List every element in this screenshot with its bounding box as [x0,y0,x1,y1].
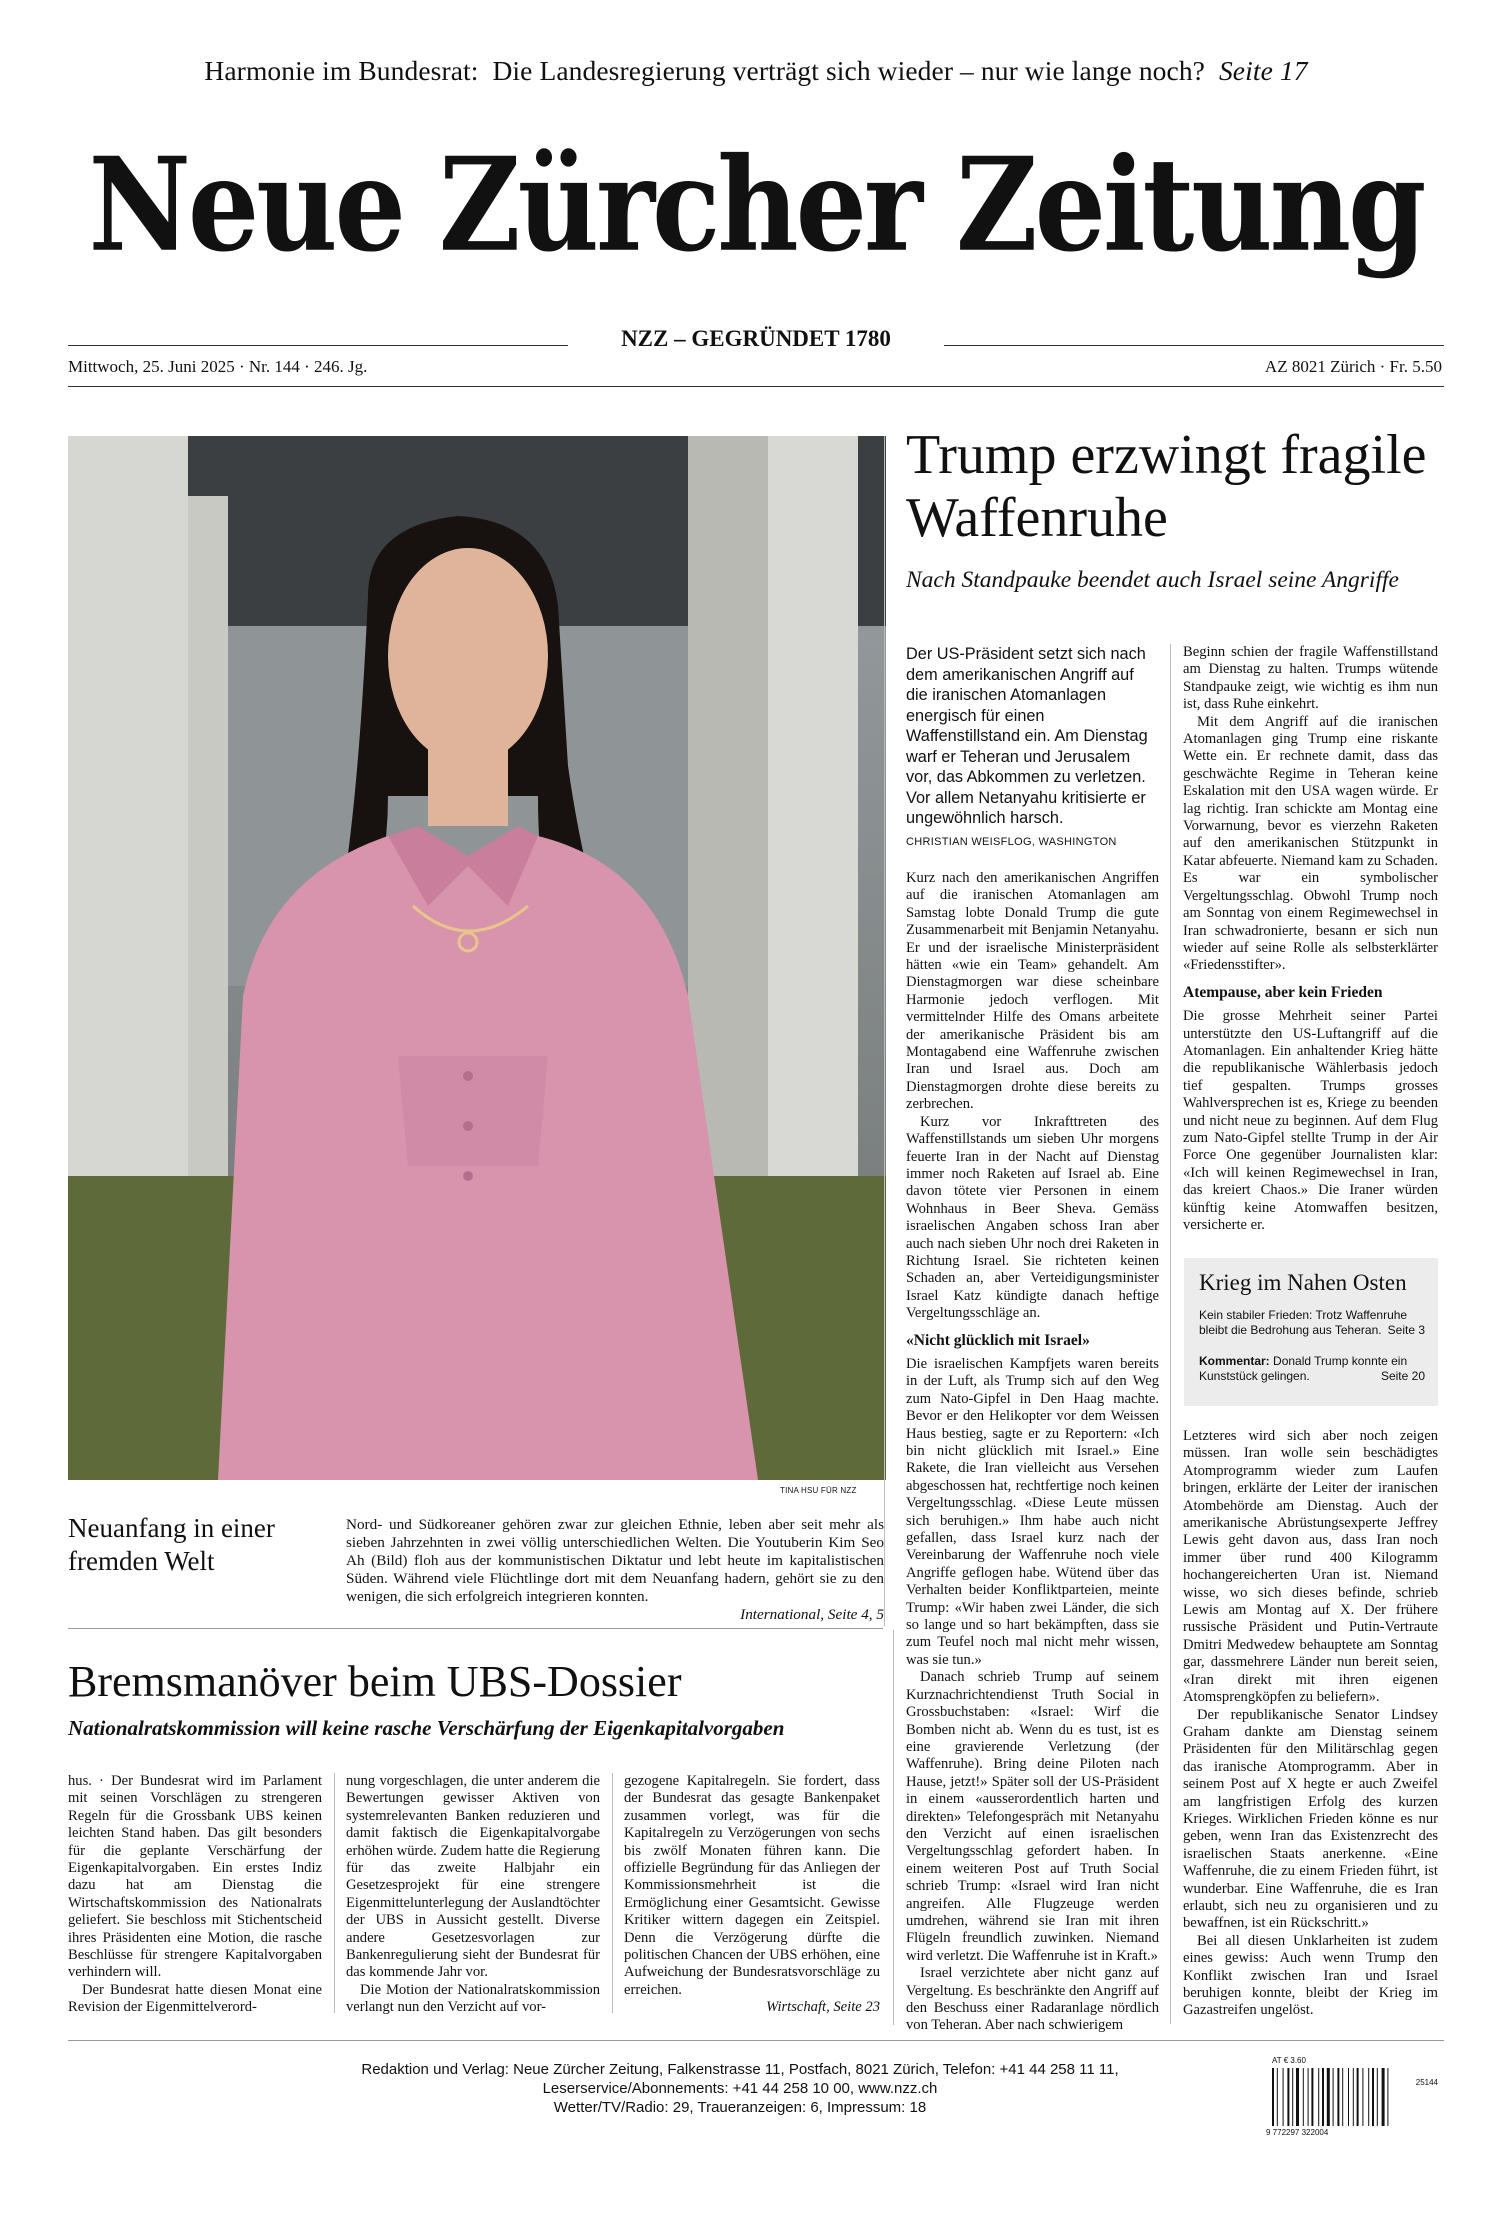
sidebox-item-page: Seite 20 [1380,1368,1425,1383]
footer-line: Leserservice/Abonnements: +41 44 258 10 00, www.nzz.ch [542,2080,938,2097]
barcode-bar [1311,2068,1313,2126]
photo-credit: TINA HSU FÜR NZZ [780,1486,857,1495]
top-teaser[interactable] [0,55,1512,87]
sidebox-title: Krieg im Nahen Osten [1199,1270,1407,1295]
lead-headline[interactable]: Trump erzwingt fragile Waffenruhe [906,424,1427,549]
sidebox-item-text: Kein stabiler Frieden: Trotz Waffenruhe bleibt die Bedrohung aus Teheran. [1199,1308,1408,1337]
barcode-bar [1362,2068,1363,2126]
barcode-bar [1368,2068,1369,2126]
lead-summary: Der US-Präsident setzt sich nach dem amerikanischen Angriff auf die iranischen Atomanlagen energisch für einen Waffenstillstand ein. Am Dienstag warf er Teheran und Jerusalem vor, das Abkommen zu verletzen. Vor allem Netanyahu kritisierte er ungewöhnlich harsch. [906,645,1148,827]
second-column-2 [346,1773,600,2017]
paragraph: Kurz nach den amerikanischen Angriffen auf die iranischen Atomanlagen am Samstag lobte Donald Trump die gute Zusammenarbeit mit Benjamin Netanyahu. Er und der israelische Ministerpräsident hätten «wie ein Team» gehandelt. Am Dienstagmorgen war diese scheinbare Harmonie jedoch verflogen. Mit vermittelnder Hilfe des Omans arbeitete der amerikanische Präsident bis am Montagabend eine Waffenruhe zwischen Iran und Israel aus. Doch am Dienstagmorgen drohte diese bereits zu zerbrechen. [906,870,1159,1113]
lead-photo[interactable] [68,436,886,1480]
barcode-bar [1348,2068,1349,2126]
footer-line: Wetter/TV/Radio: 29, Traueranzeigen: 6, Impressum: 18 [553,2099,927,2116]
lead-column-3 [1183,1428,1438,2020]
photo-caption-ref[interactable]: International, Seite 4, 5 [740,1606,884,1623]
lead-column-1 [906,870,1159,2035]
photo-caption-title: Neuanfang in einer fremden Welt [68,1513,275,1576]
barcode-bar [1337,2068,1339,2126]
teaser-text: Die Landesregierung verträgt sich wieder – nur wie lange noch? [492,55,1205,86]
masthead-rule-right [944,345,1444,346]
barcode-bar [1303,2068,1304,2126]
barcode-price: AT € 3.60 [1272,2056,1306,2065]
paragraph: Die Motion der Nationalratskommission verlangt nun den Verzicht auf vor- [346,1981,600,2016]
paragraph: Kurz vor Inkrafttreten des Waffenstillstands um sieben Uhr morgens feuerte Iran in der Nacht auf Dienstag immer noch Raketen auf Israel ab. Eine davon tötete vier Personen in einem Wohnhaus in Beer Sheva. Gemäss israelischen Angaben schoss Iran aber auch nach sieben Uhr noch drei Raketen in Richtung Israel. Sie richteten keinen Schaden an, aber Verteidigungsminister Israel Katz kündigte danach heftige Vergeltungsschläge an. [906,1113,1159,1322]
barcode-bar [1277,2068,1278,2126]
byline: CHRISTIAN WEISFLOG, WASHINGTON [906,836,1117,848]
paragraph: Die israelischen Kampfjets waren bereits in der Luft, als Trump sich auf den Weg zum Nato-Gipfel in Den Haag machte. Bevor er den Helikopter vor dem Weissen Haus bestieg, sagte er zu Reportern: «Ich bin nicht glücklich mit Israel.» Eine Rakete, die Iran vielleicht aus Versehen abgeschossen hat, rechtfertige noch keinen Vergeltungsschlag. «Diese Leute müssen sich beruhigen.» Ihm habe auch nicht gefallen, dass Israel kurz nach der Vereinbarung der Waffenruhe noch viele Angriffe geflogen habe. Wütend über das Verhalten beider Konfliktparteien, meinte Trump: «Wir haben zwei Länder, die sich so lange und so hart bekämpften, dass sie zum Teufel noch mal nicht mehr wissen, was sie tun.» [906,1355,1159,1668]
teaser-page: Seite 17 [1218,55,1308,86]
paragraph: Die grosse Mehrheit seiner Partei unterstützte den US-Luftangriff auf die Atomanlagen. Ein anhaltender Krieg hätte die republikanische Wählerbasis jedoch tief gespalten. Trumps grosses Wahlversprechen ist es, Kriege zu beenden und nicht neue zu beginnen. Auf dem Flug zum Nato-Gipfel stellte Trump in der Air Force One gegenüber Journalisten klar: «Ich will keinen Regimewechsel in Iran, das kreiert Chaos.» Die Iraner würden künftig keine Atomwaffen besitzen, versicherte er. [1183,1008,1438,1233]
paragraph: hus. · Der Bundesrat wird im Parlament mit seinen Vorschlägen zu strengeren Regeln für die Grossbank UBS keinen leichten Stand haben. Das gilt besonders für die geplante Verschärfung der Eigenkapitalvorgaben. Ein erstes Indiz dazu hat am Dienstag die Wirtschaftskommission des Nationalrats geliefert. Sie beschloss mit Stichentscheid ihres Präsidenten eine Motion, die rasche Beschlüsse für strengere Kapitalvorgaben verhindern will. [68,1773,322,1981]
section-rule [68,1628,883,1629]
sidebox-item-text: Donald Trump konnte ein Kunststück gelingen. [1199,1354,1408,1383]
barcode-bar [1292,2068,1293,2126]
column-divider [884,436,885,1626]
column-divider [612,1773,613,2013]
paragraph: Letzteres wird sich aber noch zeigen müssen. Iran wolle sein beschädigtes Atomprogramm wieder zum Laufen bringen, erklärte der Leiter der iranischen Atombehörde am Dienstag. Auch der amerikanische Abrüstungsexperte Jeffrey Lewis geht davon aus, dass Iran noch immer über rund 400 Kilogramm hochangereicherten Uran ist. Niemand wisse, wo sich dieses befinde, schrieb Lewis am Montag auf X. Der frühere russische Präsident und Putin-Vertraute Dmitri Medwedew behauptete am Sonntag gar, dassmehrere Länder nun bereit seien, «Iran direkt mit ihren eigenen Atomsprengköpfen zu beliefern». [1183,1428,1438,1706]
column-divider [334,1773,335,2013]
column-divider [1170,644,1171,2024]
barcode-issue: 25144 [1415,2078,1438,2087]
column-divider [893,1630,894,2025]
masthead-rule-left [68,345,568,346]
price-info: AZ 8021 Zürich · Fr. 5.50 [1264,357,1442,376]
barcode-bar [1333,2068,1334,2126]
barcode-bar [1342,2068,1343,2126]
sidebox-item[interactable] [1199,1354,1425,1383]
paragraph: Danach schrieb Trump auf seinem Kurznachrichtendienst Truth Social in Grossbuchstaben: «Israel: Wirf die Bomben nicht ab. Wenn du es tust, ist es eine gravierende Verletzung (der Waffenruhe). Bring deine Piloten nach Hause, jetzt!» Später soll der US-Präsident in einem «ausserordentlich harten und direkten» Telefongespräch mit Netanyahu den Verzicht auf einen israelischen Vergeltungsschlag gefordert haben. In einem weiteren Post auf Truth Social schrieb Trump: «Israel wird Iran nicht angreifen. Alle Flugzeuge werden umdrehen, während sie Iran mit ihren Flügeln freundlich zuwinken. Niemand wird verletzt. Die Waffenruhe ist in Kraft.» [906,1669,1159,1964]
sidebox-item-label: Kommentar: [1199,1354,1270,1368]
second-subheadline: Nationalratskommission will keine rasche Verschärfung der Eigenkapitalvorgaben [68,1716,785,1740]
sidebox[interactable] [1184,1258,1438,1406]
second-column-1 [68,1773,322,2017]
second-column-3 [624,1773,880,2017]
barcode-bar [1382,2068,1385,2126]
barcode-bar [1283,2068,1284,2126]
barcode-bar [1357,2068,1359,2126]
barcode [1264,2056,1442,2142]
paragraph: Mit dem Angriff auf die iranischen Atomanlagen ging Trump eine riskante Wette ein. Er rechnete damit, dass das geschwächte Regime in Teheran keine Eskalation mit den USA wagen würde. Er lag richtig. Iran schickte am Montag eine Vorwarnung, bevor es vierzehn Raketen auf den amerikanischen Stützpunkt in Katar abfeuerte. Niemand kam zu Schaden. Es war ein symbolischer Vergeltungsschlag. Obwohl Trump noch am Sonntag von einem Regimewechsel in Iran schwadronierte, besann er sich nun wieder auf seine Rolle als selbsterklärter «Friedensstifter». [1183,713,1438,974]
photo-illustration [68,436,886,1480]
barcode-bar [1327,2068,1330,2126]
barcode-bar [1287,2068,1289,2126]
barcode-bar [1296,2068,1299,2126]
photo-caption-text: Nord- und Südkoreaner gehören zwar zur gleichen Ethnie, leben aber seit mehr als sieben Jahrzehnten in zwei völlig unterschiedlichen Welten. Die Youtuberin Kim Seo Ah (Bild) floh aus der kommunistischen Diktatur und lebt heute im kapitalistischen Süden. Während viele Flüchtlinge dort mit dem Neuanfang hadern, gehört sie zu den wenigen, die sich erfolgreich integrieren konnten. [346,1516,884,1605]
barcode-bar [1272,2068,1274,2126]
paragraph: gezogene Kapitalregeln. Sie fordert, dass der Bundesrat das gesagte Bankenpaket zusammen vorlegt, was für die Kapitalregeln zu Verzögerungen von sechs bis zwölf Monaten führen kann. Die offizielle Begründung für das Anliegen der Kommissionsmehrheit ist die Ermöglichung einer Gesamtsicht. Gewisse Kritiker wittern dagegen ein Zeitspiel. Denn die Verzögerung dürfte die politischen Chancen der UBS erhöhen, eine Aufweichung der Bundesratsvorschläge zu erreichen. [624,1773,880,1998]
second-ref[interactable]: Wirtschaft, Seite 23 [766,1999,880,2016]
barcode-bar [1308,2068,1309,2126]
lead-column-2 [1183,644,1438,1234]
teaser-label: Harmonie im Bundesrat: [204,55,479,86]
second-headline[interactable]: Bremsmanöver beim UBS-Dossier [68,1657,682,1706]
paragraph: Der Bundesrat hatte diesen Monat eine Revision der Eigenmittelverord- [68,1981,322,2016]
barcode-number: 9 772297 322004 [1266,2128,1329,2137]
barcode-bar [1322,2068,1324,2126]
barcode-bar [1372,2068,1374,2126]
footer-rule [68,2040,1444,2041]
barcode-bar [1318,2068,1319,2126]
paragraph: Bei all diesen Unklarheiten ist zudem eines gewiss: Auch wenn Trump den Konflikt zwischen Iran und Israel beruhigen konnte, bleibt der Krieg im Gazastreifen ungelöst. [1183,1932,1438,2019]
imprint-footer [300,2060,1180,2117]
lead-subhead: «Nicht glücklich mit Israel» [906,1331,1090,1349]
photo-caption [346,1516,884,1624]
founded-line: NZZ – GEGRÜNDET 1780 [621,326,891,351]
footer-line: Redaktion und Verlag: Neue Zürcher Zeitung, Falkenstrasse 11, Postfach, 8021 Zürich, Telefon: +41 44 258 11 11, [361,2061,1119,2078]
sidebox-item[interactable] [1199,1308,1425,1337]
masthead-title: Neue Zürcher Zeitung [88,130,1424,281]
paragraph: Israel verzichtete aber nicht ganz auf Vergeltung. Es beschränkte den Angriff auf den Beschuss einer Radaranlage nördlich von Teheran. Aber nach schwierigem [906,1965,1159,2034]
lead-subhead: Atempause, aber kein Frieden [1183,983,1383,1001]
lead-subheadline: Nach Standpauke beendet auch Israel seine Angriffe [906,567,1399,593]
paragraph: nung vorgeschlagen, die unter anderem die Bewertungen gewisser Aktiven von systemrelevanten Banken reduzieren und damit faktisch die Eigenkapitalvorgabe erhöhen würde. Zudem hatte die Regierung für das zweite Halbjahr ein Gesetzesprojekt für eine strengere Eigenmittelunterlegung der Auslandtöchter der UBS in Aussicht gestellt. Diverse andere Gesetzesvorlagen zur Bankenregulierung sieht der Bundesrat für das kommende Jahr vor. [346,1773,600,1981]
paragraph: Beginn schien der fragile Waffenstillstand am Dienstag zu halten. Trumps wütende Standpauke zeigt, wie wichtig es ihm nun ist, dass Ruhe einkehrt. [1183,644,1438,713]
issue-info: Mittwoch, 25. Juni 2025 · Nr. 144 · 246. Jg. [68,357,368,376]
paragraph: Der republikanische Senator Lindsey Graham dankte am Dienstag seinem Präsidenten für den Militärschlag gegen das iranische Atomprogramm. Aber in seinem Post auf X hegte er auch Zweifel am langfristigen Erfolg des kurzen Krieges. Wirklichen Frieden könne es nur geben, wenn Iran das Existenzrecht des israelischen Staats anerkenne. «Eine Waffenruhe, die zu einem Frieden führt, ist wunderbar. Eine Waffenruhe, die es Iran erlaubt, sich neu zu organisieren und zu bewaffnen, ist ein Rückschritt.» [1183,1706,1438,1932]
barcode-bar [1387,2068,1388,2126]
sidebox-item-page: Seite 3 [1387,1322,1425,1337]
masthead-bottom-rule [68,386,1444,387]
barcode-bar [1353,2068,1354,2126]
barcode-bar [1377,2068,1378,2126]
